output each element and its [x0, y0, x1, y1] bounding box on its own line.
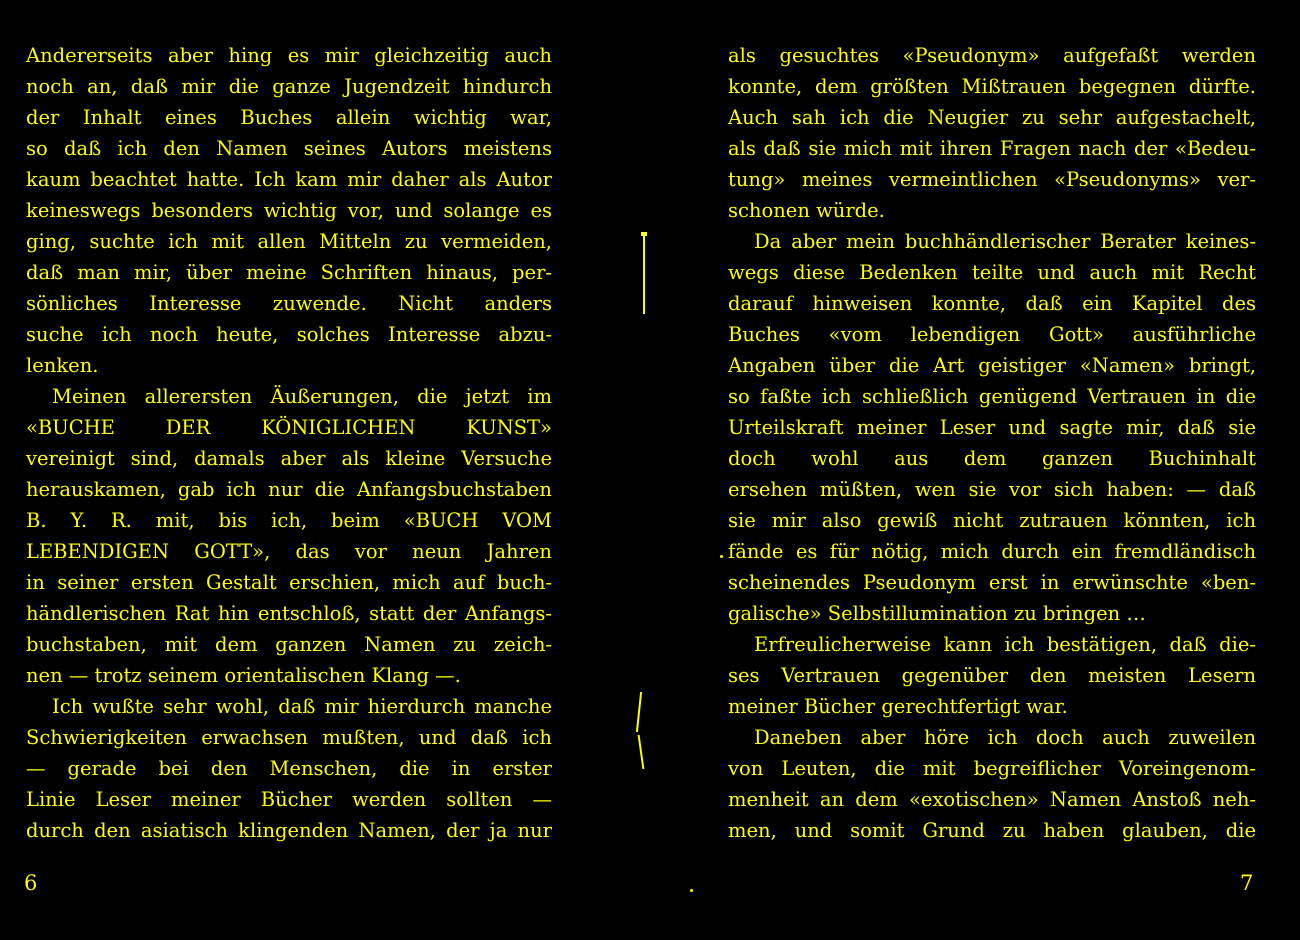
left-line-1: Andererseits aber hing es mir gleichzeitig auch	[26, 44, 552, 67]
right-line-14: doch wohl aus dem ganzen Buchinhalt	[728, 447, 1256, 470]
left-line-15: herauskamen, gab ich nur die Anfangsbuchstaben	[26, 478, 552, 501]
right-line-20: Erfreulicherweise kann ich bestätigen, daß die-	[754, 633, 1256, 656]
left-line-25: Linie Leser meiner Bücher werden sollten —	[26, 788, 552, 811]
left-line-13: «BUCHE DER KÖNIGLICHEN KUNST»	[26, 416, 552, 439]
right-line-25: menheit an dem «exotischen» Namen Anstoß neh-	[728, 788, 1256, 811]
left-page	[26, 40, 552, 846]
right-line-3: Auch sah ich die Neugier zu sehr aufgestachelt,	[728, 106, 1256, 129]
gutter-mark-top	[643, 236, 645, 314]
right-line-12: so faßte ich schließlich genügend Vertrauen in die	[728, 385, 1256, 408]
left-line-26: durch den asiatisch klingenden Namen, der ja nur	[26, 819, 552, 842]
right-line-17: fände es für nötig, mich durch ein fremdländisch	[728, 540, 1256, 563]
right-line-21: ses Vertrauen gegenüber den meisten Lesern	[728, 664, 1256, 687]
left-line-17: LEBENDIGEN GOTT», das vor neun Jahren	[26, 540, 552, 563]
print-speck	[720, 555, 723, 558]
right-line-2: konnte, dem größten Mißtrauen begegnen dürfte.	[728, 75, 1256, 98]
left-line-6: keineswegs besonders wichtig vor, und solange es	[26, 199, 552, 222]
gutter-mark-lower-a	[636, 692, 642, 732]
left-line-10: suche ich noch heute, solches Interesse abzu-	[26, 323, 552, 346]
left-line-4: so daß ich den Namen seines Autors meistens	[26, 137, 552, 160]
print-speck	[690, 889, 693, 892]
right-line-23: Daneben aber höre ich doch auch zuweilen	[754, 726, 1256, 749]
right-line-6: schonen würde.	[728, 199, 885, 222]
right-line-22: meiner Bücher gerechtfertigt war.	[728, 695, 1068, 718]
right-line-19: galische» Selbstillumination zu bringen …	[728, 602, 1146, 625]
left-line-23: Schwierigkeiten erwachsen mußten, und daß ich	[26, 726, 552, 749]
right-line-1: als gesuchtes «Pseudonym» aufgefaßt werden	[728, 44, 1256, 67]
right-line-4: als daß sie mich mit ihren Fragen nach der «Bedeu-	[728, 137, 1256, 160]
left-line-20: buchstaben, mit dem ganzen Namen zu zeich-	[26, 633, 552, 656]
right-line-10: Buches «vom lebendigen Gott» ausführliche	[728, 323, 1256, 346]
right-line-16: sie mir also gewiß nicht zutrauen könnten, ich	[728, 509, 1256, 532]
right-line-7: Da aber mein buchhändlerischer Berater keines-	[754, 230, 1256, 253]
left-page-number: 6	[24, 871, 38, 895]
right-line-9: darauf hinweisen konnte, daß ein Kapitel des	[728, 292, 1256, 315]
left-line-22: Ich wußte sehr wohl, daß mir hierdurch manche	[52, 695, 552, 718]
left-line-21: nen — trotz seinem orientalischen Klang —.	[26, 664, 461, 687]
right-line-8: wegs diese Bedenken teilte und auch mit Recht	[728, 261, 1256, 284]
left-line-5: kaum beachtet hatte. Ich kam mir daher als Autor	[26, 168, 552, 191]
right-line-13: Urteilskraft meiner Leser und sagte mir, daß sie	[728, 416, 1256, 439]
left-line-19: händlerischen Rat hin entschloß, statt der Anfangs-	[26, 602, 552, 625]
right-line-24: von Leuten, die mit begreiflicher Voreingenom-	[728, 757, 1256, 780]
left-line-11: lenken.	[26, 354, 99, 377]
left-line-8: daß man mir, über meine Schriften hinaus, per-	[26, 261, 552, 284]
right-page-number: 7	[1240, 871, 1254, 895]
left-line-12: Meinen allerersten Äußerungen, die jetzt im	[52, 385, 552, 408]
left-line-16: B. Y. R. mit, bis ich, beim «BUCH VOM	[26, 509, 552, 532]
right-line-15: ersehen müßten, wen sie vor sich haben: — daß	[728, 478, 1256, 501]
left-line-7: ging, suchte ich mit allen Mitteln zu vermeiden,	[26, 230, 552, 253]
right-line-5: tung» meines vermeintlichen «Pseudonyms» ver-	[728, 168, 1256, 191]
left-line-9: sönliches Interesse zuwende. Nicht anders	[26, 292, 552, 315]
right-line-26: men, und somit Grund zu haben glauben, die	[728, 819, 1256, 842]
right-line-11: Angaben über die Art geistiger «Namen» bringt,	[728, 354, 1256, 377]
left-line-14: vereinigt sind, damals aber als kleine Versuche	[26, 447, 552, 470]
left-line-24: — gerade bei den Menschen, die in erster	[26, 757, 552, 780]
left-line-3: der Inhalt eines Buches allein wichtig war,	[26, 106, 552, 129]
right-page	[728, 40, 1256, 846]
left-line-2: noch an, daß mir die ganze Jugendzeit hindurch	[26, 75, 552, 98]
right-line-18: scheinendes Pseudonym erst in erwünschte «ben-	[728, 571, 1256, 594]
gutter-mark-lower-b	[638, 735, 645, 769]
left-line-18: in seiner ersten Gestalt erschien, mich auf buch-	[26, 571, 552, 594]
